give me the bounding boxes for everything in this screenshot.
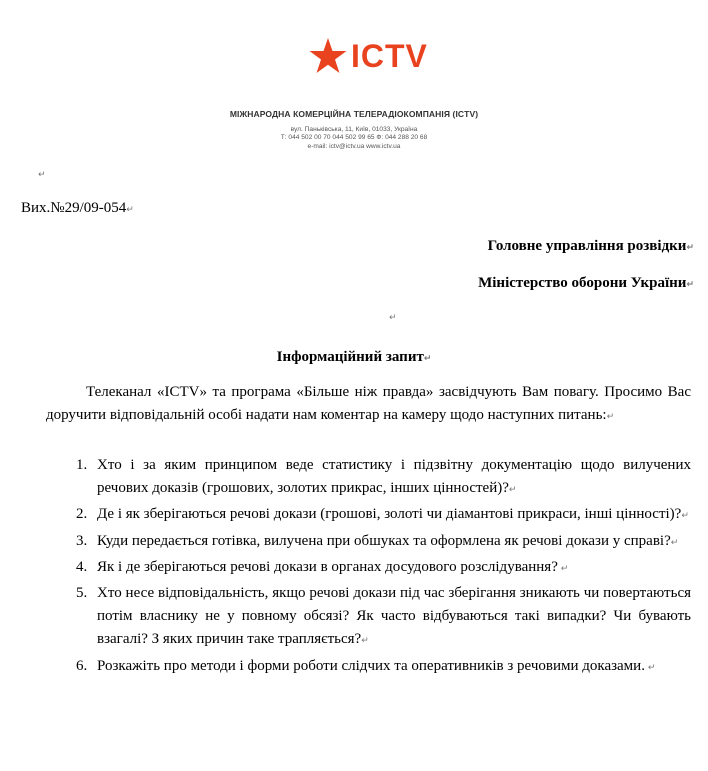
paragraph-mark-icon: ↵ [38, 170, 46, 180]
item-number: 3. [76, 532, 88, 549]
addressee-line-2: Міністерство оборони України↵ [478, 275, 694, 291]
item-text: Де і як зберігаються речові докази (грошові, золоті чи діамантові прикраси, інші цінності)? [97, 506, 682, 523]
item-number: 5. [76, 585, 88, 602]
list-item: 2. Де і як зберігаються речові докази (грошові, золоті чи діамантові прикраси, інші цінності)?↵ [62, 503, 691, 528]
item-number: 6. [76, 657, 88, 674]
list-item: 1. Хто і за яким принципом веде статистику і підзвітну документацію щодо вилучених речових доказів (грошових, золотих прикрас, інших цінностей)?↵ [62, 454, 691, 502]
email-line: e-mail: ictv@ictv.ua www.ictv.ua [307, 142, 401, 150]
list-item: 5. Хто несе відповідальність, якщо речові докази під час зберігання зникають чи повертаються потім власнику не у повному обсязі? Як часто відбуваються такі випадки? Чи бувають взагалі? З яких причин таке трапляється?↵ [62, 582, 691, 654]
document-title: Інформаційний запит↵ [276, 349, 432, 365]
list-item: 3. Куди передається готівка, вилучена при обшуках та оформлена як речові докази у справі?↵ [62, 530, 691, 555]
star-icon [309, 38, 347, 74]
logo-text: ICTV [351, 38, 428, 74]
paragraph-mark-icon: ↵ [389, 313, 397, 323]
item-text: Хто і за яким принципом веде статистику і підзвітну документацію щодо вилучених речових доказів (грошових, золотих прикрас, інших цінностей)? [97, 457, 691, 497]
addressee-line-1: Головне управління розвідки↵ [487, 238, 694, 254]
item-number: 1. [76, 457, 88, 473]
list-item: 4. Як і де зберігаються речові докази в органах досудового розслідування? ↵ [62, 556, 691, 581]
item-text: Хто несе відповідальність, якщо речові докази під час зберігання зникають чи повертаються потім власнику не у повному обсязі? Як часто відбуваються такі випадки? Чи бувають взагалі? З яких причин таке трапляється? [97, 585, 691, 648]
item-number: 4. [76, 558, 88, 575]
company-contacts [0, 126, 708, 151]
outgoing-number: Вих.№29/09-054↵ [21, 200, 134, 216]
questions-list [62, 454, 691, 681]
address-line: вул. Паньківська, 11, Київ, 01033, Україна [290, 126, 418, 133]
item-text: Куди передається готівка, вилучена при обшуках та оформлена як речові докази у справі? [97, 532, 671, 549]
phone-line: Т: 044 502 00 70 044 502 99 65 Ф: 044 288 20 68 [280, 134, 428, 142]
item-text: Розкажіть про методи і форми роботи слідчих та оперативників з речовими доказами. [97, 657, 645, 674]
item-text: Як і де зберігаються речові докази в органах досудового розслідування? [97, 558, 558, 575]
list-item: 6. Розкажіть про методи і форми роботи слідчих та оперативників з речовими доказами. ↵ [62, 655, 691, 680]
item-number: 2. [76, 506, 88, 523]
intro-paragraph: Телеканал «ICTV» та програма «Більше ніж правда» засвідчують Вам повагу. Просимо Вас доручити відповідальній особі надати нам коментар на камеру щодо наступних питань:↵ [46, 384, 691, 423]
company-name: МІЖНАРОДНА КОМЕРЦІЙНА ТЕЛЕРАДІОКОМПАНІЯ (ICTV) [229, 109, 479, 119]
ictv-logo [309, 38, 428, 74]
